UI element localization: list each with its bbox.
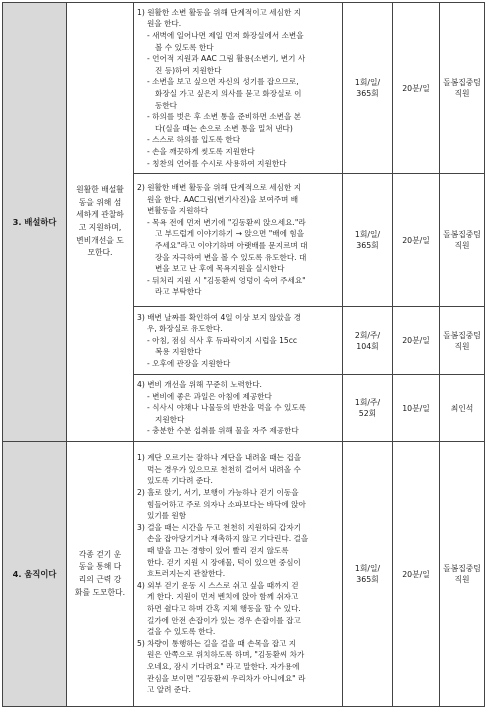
staff-text: 최인석 [450,403,474,413]
category-cell [3,3,67,442]
frequency-text: 1회/주/ 52회 [354,398,381,418]
frequency-cell [343,375,393,442]
plan-item: 5) 차량이 통행하는 길을 걸을 때 손목을 잡고 지 원은 안쪽으로 위치하도록 하며, "김동환씨 차가 오네요, 잠시 기다려요" 라고 말한다. 자가용에 관심을 보이면 "김동환씨 우리차가 아니에요" 라 고 알려 준다. [137,638,306,695]
category-label: 4. 움직이다 [12,569,57,579]
goal-text: 원활한 배설활 동을 위해 섬 세하게 관찰하 고 지원하며, 변비개선을 도 모한다. [76,185,124,258]
plan-heading: 3) 배변 날짜를 확인하여 4일 이상 보지 않았을 경 우, 화장실로 유도한다. [137,312,301,334]
duration-text: 20분/일 [402,235,430,245]
plan-item: 4) 외부 걷기 운동 시 스스로 쉬고 싶을 때까지 걷 게 한다. 지원이 먼저 벤치에 앉아 함께 쉬자고 하면 쉴다고 하며 간혹 지체 행동을 할 수 있다. 길가에 안전 손잡이가 있는 경우 손잡이를 잡고 걸을 수 있도록 한다. [137,580,301,637]
staff-cell [440,442,485,707]
staff-text: 돌봄집중팀 직원 [443,78,481,98]
frequency-text: 2회/주/ 104회 [354,330,381,351]
plan-item: - 식사시 야채나 나물등의 반찬을 먹을 수 있도록 지원한다 [147,403,307,424]
frequency-cell [343,3,393,174]
plan-item: - 언어적 지원과 AAC 그림 활용(소변기, 변기 사 진 등)하여 지원한다 [147,54,306,75]
frequency-cell [343,174,393,307]
plan-item: - 목욕 전에 먼저 변기에 "김동환씨 앉으세요."라 고 부드럽게 이야기하기 → 앉으면 "배에 힘을 주세요"라고 이야기하며 아랫배를 문지르며 대 장을 자극하여 변을 볼 수 있도록 유도한다. 대 변을 보고 난 후에 목욕지원을 실시한다 [147,217,308,274]
care-plan-table [2,2,485,707]
staff-cell [440,307,485,375]
frequency-text: 1회/일/ 365회 [354,564,381,584]
duration-text: 20분/일 [402,336,430,345]
plan-item: - 손을 깨끗하게 씻도록 지원한다 [147,146,255,156]
plan-detail-cell [134,307,343,375]
frequency-cell [343,307,393,375]
plan-item: - 새벽에 일어나면 제일 먼저 화장실에서 소변을 볼 수 있도록 한다 [147,31,304,52]
duration-cell [393,442,440,707]
duration-text: 10분/일 [402,403,430,413]
goal-text: 각종 걷기 운 동을 통해 다 리의 근력 강 화를 도모한다. [74,549,126,597]
frequency-text: 1회/일/ 365회 [354,230,381,250]
care-plan-page [2,2,484,708]
plan-item: - 충분한 수분 섭취를 위해 물을 자주 제공한다 [147,426,299,436]
plan-item: - 소변을 보고 싶으면 자신의 성기를 잡으므로, 화장실 가고 싶은지 의사를 묻고 화장실로 이 동한다 [147,77,302,110]
duration-cell [393,307,440,375]
duration-cell [393,375,440,442]
plan-item: - 뒤처리 지원 시 "김동환씨 엉덩이 숙여 주세요" 라고 부탁한다 [147,275,306,297]
plan-item: - 칭찬의 언어를 수시로 사용하여 지원한다 [147,158,287,168]
plan-item: - 오후에 관장을 지원한다 [147,358,231,368]
plan-heading: 1) 원활한 소변 활동을 위해 단계적이고 세심한 지 원을 한다. [137,7,302,29]
duration-text: 20분/일 [402,569,430,579]
staff-text: 돌봄집중팀 직원 [443,564,481,584]
plan-detail-cell [134,375,343,442]
staff-cell [440,3,485,174]
duration-cell [393,174,440,307]
goal-cell [67,442,134,707]
table-row [3,3,485,174]
plan-item: - 하의를 벗은 후 소변 통을 준비하면 소변을 본 다(실을 때는 손으로 소변 통을 밀쳐 낸다) [147,112,302,133]
frequency-cell [343,442,393,707]
staff-cell [440,375,485,442]
plan-item: - 아침, 점심 식사 후 듀파락이지 시럽을 15cc 복용 지원한다 [147,335,298,357]
plan-item: 2) 홀로 앉기, 서기, 보행이 가능하나 걷기 이동을 힘들어하고 주로 의자나 소파보다는 바닥에 앉아 있기를 원함 [137,488,306,521]
plan-item: 3) 걸을 때는 시간을 두고 천천히 지원하되 갑자기 손을 잡아당기거나 재촉하지 않고 기다린다. 걸을 때 발을 끄는 경향이 있어 빨리 걷지 않도록 한다. 걷기 지원 시 장애물, 턱이 있으면 중심이 흐트러지는지 관찰한다. [137,522,309,579]
goal-cell [67,3,134,442]
frequency-text: 1회/일/ 365회 [354,78,381,98]
plan-item: 1) 계단 오르기는 잘하나 계단을 내려올 때는 겁을 먹는 경우가 있으므로 천천히 걸어서 내려올 수 있도록 기다려 준다. [137,453,302,486]
plan-item: - 변비에 좋은 과일은 아침에 제공한다 [147,391,272,401]
plan-detail-cell [134,174,343,307]
table-row [3,442,485,707]
duration-text: 20분/일 [402,83,430,93]
plan-detail-cell [134,442,343,707]
staff-text: 돌봄집중팀 직원 [443,330,481,351]
category-label: 3. 배설하다 [12,217,57,227]
staff-text: 돌봄집중팀 직원 [443,230,481,250]
plan-item: - 스스로 하의를 입도록 한다 [147,135,241,145]
plan-detail-cell [134,3,343,174]
category-cell [3,442,67,707]
plan-heading: 2) 원활한 배변 활동을 위해 단계적으로 세심한 지 원을 한다. AAC그림(변기사진)을 보여주며 배 변활동을 지원하다 [137,183,302,216]
duration-cell [393,3,440,174]
staff-cell [440,174,485,307]
plan-heading: 4) 변비 개선을 위해 꾸준히 노력한다. [137,380,262,390]
